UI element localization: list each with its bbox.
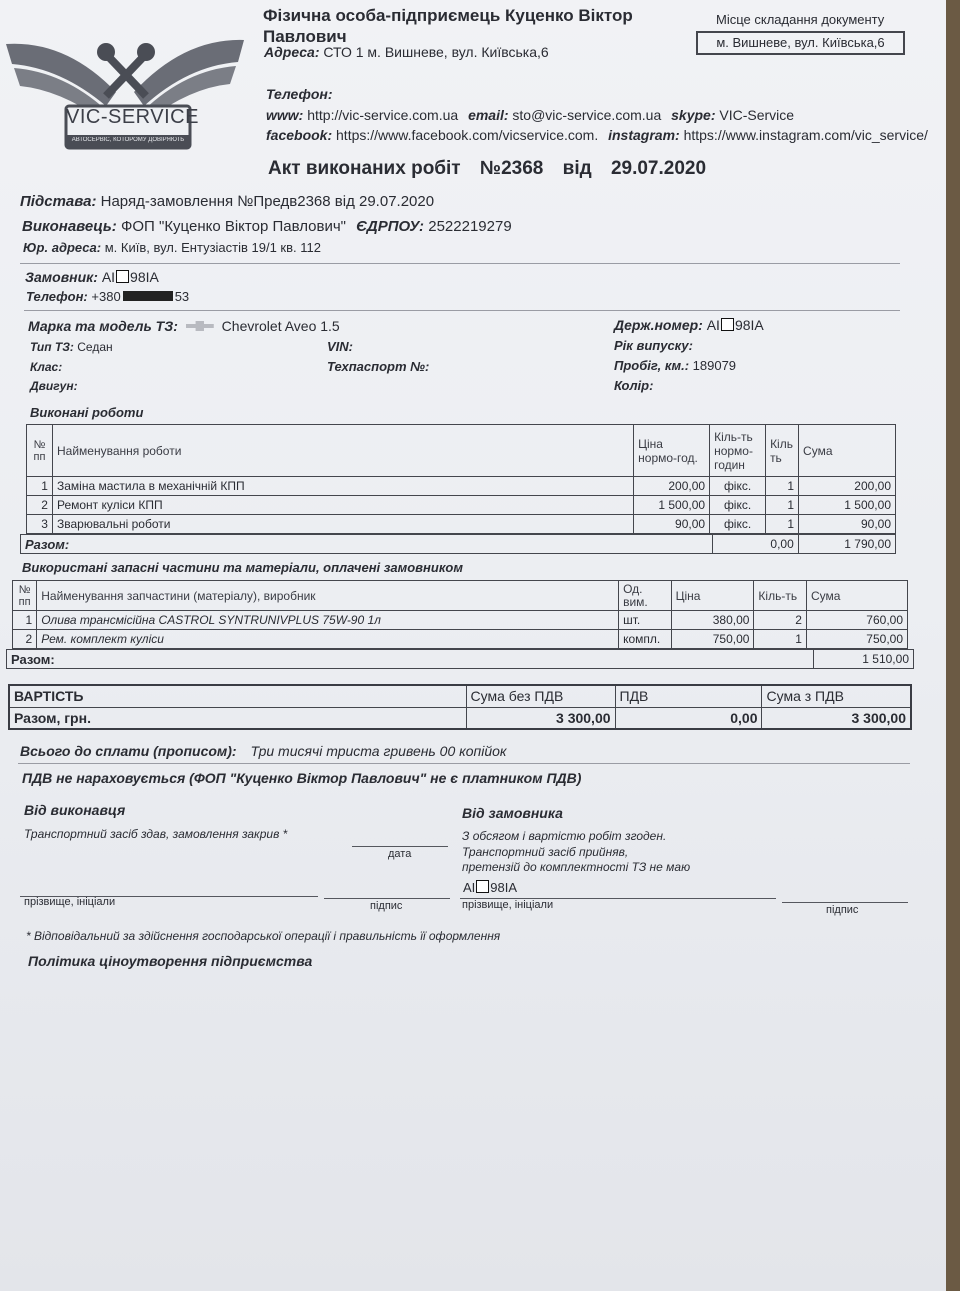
customer-name-label: прізвище, ініціали <box>462 899 554 911</box>
divider <box>20 263 900 264</box>
parts-header-row <box>13 581 908 611</box>
table-row: 2 Ремонт куліси КПП 1 500,00 фікс. 1 1 500,00 <box>27 496 896 515</box>
chevrolet-logo-icon <box>186 321 214 331</box>
table-row: 3 Зварювальні роботи 90,00 фікс. 1 90,00 <box>27 515 896 534</box>
executor-sign-label: підпис <box>370 900 403 912</box>
document-title: Акт виконаних робіт №2368 від 29.07.2020 <box>268 158 707 179</box>
table-row: 1 Заміна мастила в механічній КПП 200,00 фікс. 1 200,00 <box>27 477 896 496</box>
vehicle-mileage-row: Пробіг, км.: 189079 <box>614 358 737 373</box>
executor-row: Виконавець: ФОП "Куценко Віктор Павлович" ЄДРПОУ: 2522219279 <box>22 218 512 235</box>
logo-text: VIC-SERVICE <box>66 106 199 128</box>
cost-table <box>8 684 912 730</box>
vehicle-passport-label: Техпаспорт №: <box>327 359 430 374</box>
parts-header-unit: Од. вим. <box>619 581 672 611</box>
parts-section-title: Використані запасні частини та матеріали, оплачені замовником <box>22 560 463 575</box>
total-words-row: Всього до сплати (прописом): Три тисячі триста гривень 00 копійок <box>20 743 507 759</box>
cost-sum-no-vat: 3 300,00 <box>466 707 615 729</box>
table-row: 2 Рем. комплект куліси компл. 750,00 1 750,00 <box>13 630 908 649</box>
vehicle-class-label: Клас: <box>30 360 63 374</box>
parts-table <box>12 580 908 649</box>
customer-signature-text-3: претензій до комплектності ТЗ не маю <box>462 860 691 874</box>
cost-vat: 0,00 <box>615 707 762 729</box>
customer-signature-text-1: З обсягом і вартістю робіт згоден. <box>462 829 667 843</box>
vehicle-type-row: Тип ТЗ: Седан <box>30 340 113 354</box>
vehicle-color-label: Колір: <box>614 378 654 393</box>
skype-value: VIC-Service <box>719 107 795 123</box>
cost-row-label: Разом, грн. <box>9 707 466 729</box>
company-logo <box>6 34 244 156</box>
vehicle-model-row: Марка та модель ТЗ: Chevrolet Aveo 1.5 <box>28 318 340 334</box>
pricing-policy: Політика ціноутворення підприємства <box>28 953 313 969</box>
executor-signature-title: Від виконавця <box>24 802 126 818</box>
parts-header-qty: Кіль-ть <box>754 581 807 611</box>
basis-row: Підстава: Наряд-замовлення №Предв2368 від 29.07.2020 <box>20 193 435 210</box>
works-header-price: Ціна нормо-год. <box>634 425 710 477</box>
cost-header-vat: ПДВ <box>615 685 762 707</box>
place-box <box>696 31 905 55</box>
parts-header-name: Найменування запчастини (матеріалу), виробник <box>37 581 619 611</box>
cost-header-sum-vat: Сума з ПДВ <box>762 685 911 707</box>
customer-row: Замовник: AI 98IA <box>25 269 159 285</box>
email-link[interactable]: sto@vic-service.com.ua <box>512 107 662 123</box>
facebook-link[interactable]: https://www.facebook.com/vicservice.com. <box>336 127 599 143</box>
instagram-link[interactable]: https://www.instagram.com/vic_service/ <box>683 127 928 143</box>
cost-header-sum-no-vat: Сума без ПДВ <box>466 685 615 707</box>
parts-total-row <box>6 649 914 669</box>
works-header-sum: Сума <box>799 425 896 477</box>
date-line <box>352 846 448 847</box>
redaction-mark <box>116 270 129 283</box>
company-social-row: facebook: https://www.facebook.com/vicservice.com. instagram: https://www.instagram.com/vic_service/ <box>266 127 928 143</box>
customer-sign-line <box>782 902 908 903</box>
works-header-row <box>27 425 896 477</box>
footnote: * Відповідальний за здійснення господарської операції і правильність її оформлення <box>26 929 501 943</box>
customer-phone-row: Телефон: +380 53 <box>26 289 190 304</box>
company-web-row: www: http://vic-service.com.ua email: sto@vic-service.com.ua skype: VIC-Service <box>266 107 795 123</box>
document-number: №2368 <box>479 158 544 179</box>
vehicle-plate-row: Держ.номер: AI 98IA <box>614 317 764 333</box>
works-total-hours: 0,00 <box>712 535 798 554</box>
company-phone-label: Телефон: <box>266 86 333 102</box>
customer-signature-name: AI 98IA <box>463 880 518 895</box>
parts-header-sum: Сума <box>806 581 907 611</box>
logo-subtext: АВТОСЕРВІС, КОТОРОМУ ДОВІРЯЮТЬ <box>71 137 185 143</box>
redaction-mark <box>721 318 734 331</box>
works-header-hours: Кіль-ть нормо-годин <box>710 425 766 477</box>
vat-note: ПДВ не нараховується (ФОП "Куценко Віктор Павлович" не є платником ПДВ) <box>22 770 582 786</box>
document-date: 29.07.2020 <box>610 158 707 179</box>
redaction-mark <box>476 880 489 893</box>
parts-header-no: № пп <box>13 581 37 611</box>
works-section-title: Виконані роботи <box>30 405 144 420</box>
works-total-row <box>20 534 896 554</box>
works-table <box>26 424 896 534</box>
legal-address-row: Юр. адреса: м. Київ, вул. Ентузіастів 19/1 кв. 112 <box>23 240 321 255</box>
redaction-mark <box>123 291 173 301</box>
place-value: м. Вишневе, вул. Київська,6 <box>716 35 885 50</box>
executor-name-label: прізвище, ініціали <box>24 896 116 908</box>
date-label: дата <box>388 848 412 860</box>
works-total-label: Разом: <box>21 535 713 554</box>
executor-signature-text: Транспортний засіб здав, замовлення закрив * <box>24 827 288 841</box>
vehicle-engine-label: Двигун: <box>30 379 78 393</box>
website-link[interactable]: http://vic-service.com.ua <box>307 107 459 123</box>
place-label: Місце складання документу <box>716 12 885 27</box>
works-header-no: № пп <box>27 425 53 477</box>
cost-sum-vat: 3 300,00 <box>762 707 911 729</box>
divider <box>18 763 910 764</box>
works-total-sum: 1 790,00 <box>798 535 895 554</box>
customer-sign-label: підпис <box>826 904 859 916</box>
customer-signature-text-2: Транспортний засіб прийняв, <box>462 845 629 859</box>
works-header-name: Найменування роботи <box>52 425 633 477</box>
parts-total-sum: 1 510,00 <box>813 650 913 669</box>
table-row: 1 Олива трансмісійна CASTROL SYNTRUNIVPLUS 75W-90 1л шт. 380,00 2 760,00 <box>13 611 908 630</box>
cost-label: ВАРТІСТЬ <box>9 685 466 707</box>
company-name: Фізична особа-підприємець Куценко Віктор Павлович <box>263 6 633 46</box>
vehicle-year-label: Рік випуску: <box>614 338 693 353</box>
vehicle-vin-label: VIN: <box>327 339 353 354</box>
executor-sign-line <box>324 898 450 899</box>
parts-header-price: Ціна <box>671 581 754 611</box>
divider <box>24 310 900 311</box>
parts-total-label: Разом: <box>7 650 814 669</box>
works-header-qty: Кіль ть <box>766 425 799 477</box>
company-address: Адреса: СТО 1 м. Вишневе, вул. Київська,6 <box>264 44 549 60</box>
customer-signature-title: Від замовника <box>462 805 563 821</box>
